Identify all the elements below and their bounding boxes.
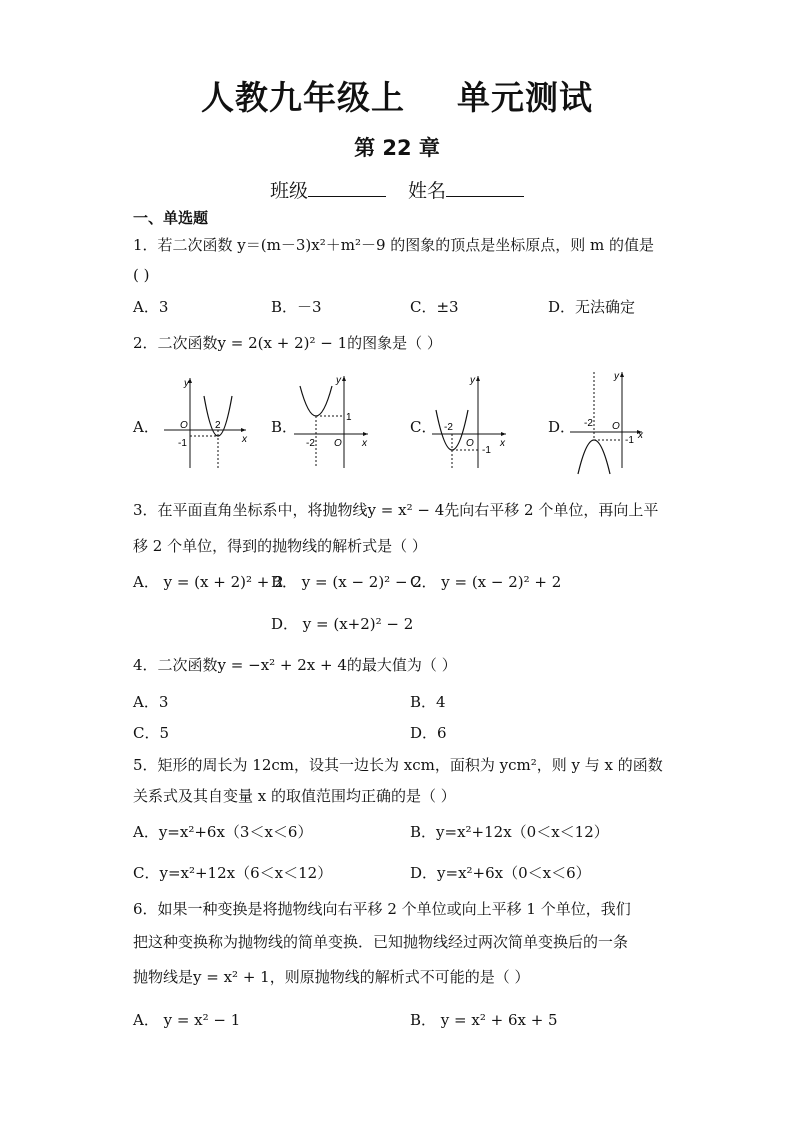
graph-c-tick-m2: -2 xyxy=(444,422,453,433)
graph-d-y-label: y xyxy=(614,371,619,382)
graph-b-tick-1: 1 xyxy=(346,412,352,423)
graph-b-tick-m2: -2 xyxy=(306,438,315,449)
q2-graph-a xyxy=(160,372,250,472)
q6-option-b: B． y = x² + 6x + 5 xyxy=(410,1011,558,1029)
q2-graph-b xyxy=(292,372,372,472)
q4-option-b: B．4 xyxy=(410,693,446,711)
q3-option-b: B． y = (x − 2)² − 2 xyxy=(271,573,422,591)
q2-option-c: C． xyxy=(410,418,437,436)
q1-stem-line2: ( ) xyxy=(133,266,150,284)
q4-option-c: C．5 xyxy=(133,724,170,742)
q2-option-a: A． xyxy=(133,418,159,436)
q1-option-c: C．±3 xyxy=(410,298,459,316)
q5-option-a: A．y=x²+6x（3＜x＜6） xyxy=(133,823,313,841)
graph-a-x-label: x xyxy=(242,434,247,445)
graph-a-y-label: y xyxy=(184,378,189,389)
chapter-heading: 第 22 章 xyxy=(354,136,440,160)
graph-c-origin: O xyxy=(466,438,474,449)
q2-graph-d xyxy=(568,368,650,478)
q1-option-d: D．无法确定 xyxy=(548,298,636,316)
graph-a-tick-2: 2 xyxy=(215,420,221,431)
graph-d-tick-m1: -1 xyxy=(625,435,634,446)
graph-b-origin: O xyxy=(334,438,342,449)
q4-stem: 4．二次函数y = −x² + 2x + 4的最大值为（ ） xyxy=(133,656,457,674)
title-right: 单元测试 xyxy=(457,78,593,117)
q5-option-c: C．y=x²+12x（6＜x＜12） xyxy=(133,864,333,882)
q1-stem-line1: 1．若二次函数 y＝(m－3)x²＋m²－9 的图象的顶点是坐标原点，则 m 的值是 xyxy=(133,236,655,254)
graph-c-y-label: y xyxy=(470,375,475,386)
q6-stem-line1: 6．如果一种变换是将抛物线向右平移 2 个单位或向上平移 1 个单位，我们 xyxy=(133,900,631,918)
q3-stem-line2: 移 2 个单位，得到的抛物线的解析式是（ ） xyxy=(133,537,427,555)
q3-option-d: D． y = (x+2)² − 2 xyxy=(271,615,414,633)
q4-option-d: D．6 xyxy=(410,724,447,742)
q6-option-a: A． y = x² − 1 xyxy=(133,1011,241,1029)
title-left: 人教九年级上 xyxy=(201,78,405,117)
q2-option-b: B． xyxy=(271,418,298,436)
q6-stem-line3: 抛物线是y = x² + 1，则原抛物线的解析式不可能的是（ ） xyxy=(133,968,530,986)
q5-stem-line1: 5．矩形的周长为 12cm，设其一边长为 xcm，面积为 ycm²，则 y 与 x 的函数 xyxy=(133,756,663,774)
graph-a-origin: O xyxy=(180,420,188,431)
q2-option-d: D． xyxy=(548,418,576,436)
q1-option-b: B．－3 xyxy=(271,298,322,316)
graph-b-x-label: x xyxy=(362,438,367,449)
q5-option-b: B．y=x²+12x（0＜x＜12） xyxy=(410,823,609,841)
name-label: 姓名 xyxy=(408,180,447,202)
graph-d-tick-m2: -2 xyxy=(584,418,593,429)
graph-c-tick-m1: -1 xyxy=(482,445,491,456)
q2-stem: 2．二次函数y = 2(x + 2)² − 1的图象是（ ） xyxy=(133,334,442,352)
q3-stem-line1: 3．在平面直角坐标系中，将抛物线y = x² − 4先向右平移 2 个单位，再向上平 xyxy=(133,501,659,519)
class-blank[interactable] xyxy=(308,178,386,197)
q4-option-a: A．3 xyxy=(133,693,169,711)
class-label: 班级 xyxy=(269,180,308,202)
section-heading: 一、单选题 xyxy=(133,209,209,227)
q3-option-a: A． y = (x + 2)² + 2 xyxy=(133,573,284,591)
page-title xyxy=(0,72,794,119)
graph-a-tick-m1: -1 xyxy=(178,438,187,449)
graph-d-origin: O xyxy=(612,421,620,432)
name-blank[interactable] xyxy=(446,178,524,197)
graph-b-y-label: y xyxy=(336,375,341,386)
class-name-line xyxy=(0,176,794,203)
q3-option-c: C． y = (x − 2)² + 2 xyxy=(410,573,562,591)
q5-stem-line2: 关系式及其自变量 x 的取值范围均正确的是（ ） xyxy=(133,787,456,805)
q1-option-a: A．3 xyxy=(133,298,169,316)
q2-graph-c xyxy=(430,372,510,472)
q6-stem-line2: 把这种变换称为抛物线的简单变换．已知抛物线经过两次简单变换后的一条 xyxy=(133,933,629,951)
q5-option-d: D．y=x²+6x（0＜x＜6） xyxy=(410,864,591,882)
graph-d-x-label: x xyxy=(638,430,643,441)
graph-c-x-label: x xyxy=(500,438,505,449)
